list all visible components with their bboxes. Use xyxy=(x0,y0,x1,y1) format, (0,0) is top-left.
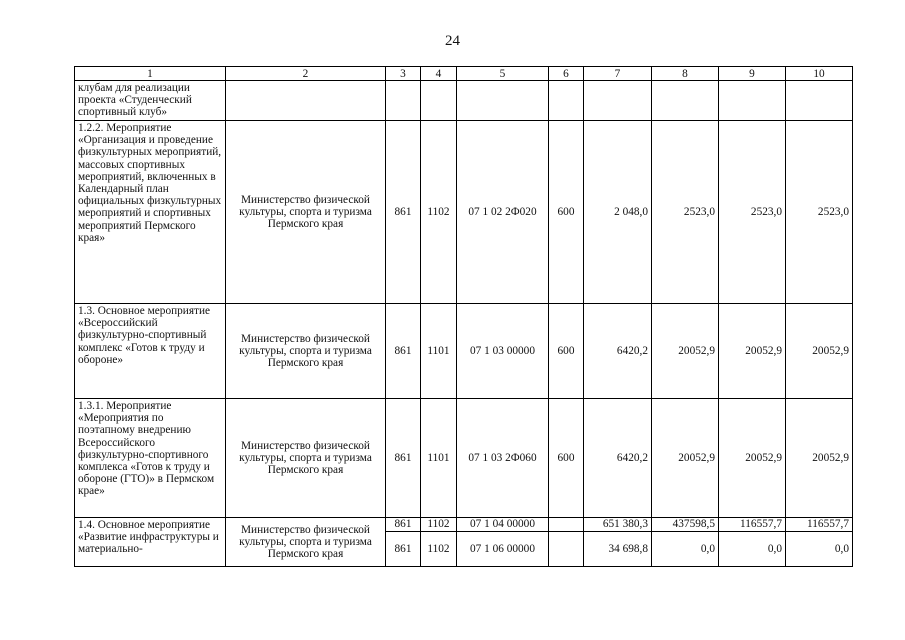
cell-grbs: 861 xyxy=(386,518,421,532)
executor: Министерство физической культуры, спорта и туризма Пермского края xyxy=(226,399,386,518)
cell-target-article: 07 1 04 00000 xyxy=(457,518,549,532)
cell-target-article: 07 1 03 2Ф060 xyxy=(457,399,549,518)
cell-value-7 xyxy=(584,81,652,121)
cell-expense-type: 600 xyxy=(549,121,584,304)
event-name: 1.4. Основное мероприятие «Развитие инфраструктуры и материально- xyxy=(75,518,226,567)
cell-value-9: 20052,9 xyxy=(719,399,786,518)
column-header: 1 xyxy=(75,67,226,81)
column-header: 4 xyxy=(421,67,457,81)
column-header: 10 xyxy=(786,67,853,81)
cell-value-9: 116557,7 xyxy=(719,518,786,532)
column-header: 9 xyxy=(719,67,786,81)
cell-target-article: 07 1 03 00000 xyxy=(457,304,549,399)
cell-value-7: 34 698,8 xyxy=(584,532,652,567)
cell-target-article: 07 1 02 2Ф020 xyxy=(457,121,549,304)
budget-table xyxy=(74,66,853,567)
cell-value-8: 20052,9 xyxy=(652,399,719,518)
column-header: 3 xyxy=(386,67,421,81)
executor xyxy=(226,81,386,121)
cell-grbs: 861 xyxy=(386,399,421,518)
cell-value-10: 0,0 xyxy=(786,532,853,567)
column-header: 6 xyxy=(549,67,584,81)
cell-section: 1102 xyxy=(421,532,457,567)
table-row xyxy=(75,518,853,532)
executor: Министерство физической культуры, спорта и туризма Пермского края xyxy=(226,304,386,399)
cell-value-10: 116557,7 xyxy=(786,518,853,532)
cell-value-7: 6420,2 xyxy=(584,399,652,518)
cell-value-8: 20052,9 xyxy=(652,304,719,399)
cell-value-7: 6420,2 xyxy=(584,304,652,399)
column-header: 7 xyxy=(584,67,652,81)
cell-value-10: 20052,9 xyxy=(786,304,853,399)
cell-value-10: 20052,9 xyxy=(786,399,853,518)
cell-value-8: 0,0 xyxy=(652,532,719,567)
column-header: 8 xyxy=(652,67,719,81)
cell-section xyxy=(421,81,457,121)
cell-value-9 xyxy=(719,81,786,121)
cell-target-article xyxy=(457,81,549,121)
cell-target-article: 07 1 06 00000 xyxy=(457,532,549,567)
cell-expense-type xyxy=(549,518,584,532)
table-header-row xyxy=(75,67,853,81)
cell-expense-type: 600 xyxy=(549,399,584,518)
page-number: 24 xyxy=(445,33,460,49)
cell-grbs: 861 xyxy=(386,532,421,567)
column-header: 5 xyxy=(457,67,549,81)
cell-section: 1101 xyxy=(421,399,457,518)
table-row xyxy=(75,399,853,518)
event-name: 1.3. Основное мероприятие «Всероссийский физкультурно-спортивный комплекс «Готов к труду и обороне» xyxy=(75,304,226,399)
cell-grbs: 861 xyxy=(386,304,421,399)
event-name: 1.3.1. Мероприятие «Мероприятия по поэтапному внедрению Всероссийского физкультурно-спортивного комплекса «Готов к труду и обороне (ГТО)» в Пермском крае» xyxy=(75,399,226,518)
executor: Министерство физической культуры, спорта и туризма Пермского края xyxy=(226,121,386,304)
cell-expense-type xyxy=(549,532,584,567)
column-header: 2 xyxy=(226,67,386,81)
cell-value-9: 20052,9 xyxy=(719,304,786,399)
cell-expense-type xyxy=(549,81,584,121)
table-row xyxy=(75,121,853,304)
cell-value-8: 437598,5 xyxy=(652,518,719,532)
cell-expense-type: 600 xyxy=(549,304,584,399)
cell-value-10: 2523,0 xyxy=(786,121,853,304)
executor: Министерство физической культуры, спорта и туризма Пермского края xyxy=(226,518,386,567)
cell-section: 1102 xyxy=(421,518,457,532)
cell-section: 1102 xyxy=(421,121,457,304)
cell-value-10 xyxy=(786,81,853,121)
cell-value-7: 2 048,0 xyxy=(584,121,652,304)
table-row xyxy=(75,81,853,121)
cell-section: 1101 xyxy=(421,304,457,399)
cell-value-7: 651 380,3 xyxy=(584,518,652,532)
event-name: клубам для реализации проекта «Студенческий спортивный клуб» xyxy=(75,81,226,121)
table-row xyxy=(75,304,853,399)
event-name: 1.2.2. Мероприятие «Организация и проведение физкультурных мероприятий, массовых спортивных мероприятий, включенных в Календарный план официальных физкультурных мероприятий и спортивных мероприятий Пермского края» xyxy=(75,121,226,304)
cell-grbs xyxy=(386,81,421,121)
cell-value-9: 2523,0 xyxy=(719,121,786,304)
cell-value-8: 2523,0 xyxy=(652,121,719,304)
cell-value-8 xyxy=(652,81,719,121)
cell-grbs: 861 xyxy=(386,121,421,304)
cell-value-9: 0,0 xyxy=(719,532,786,567)
